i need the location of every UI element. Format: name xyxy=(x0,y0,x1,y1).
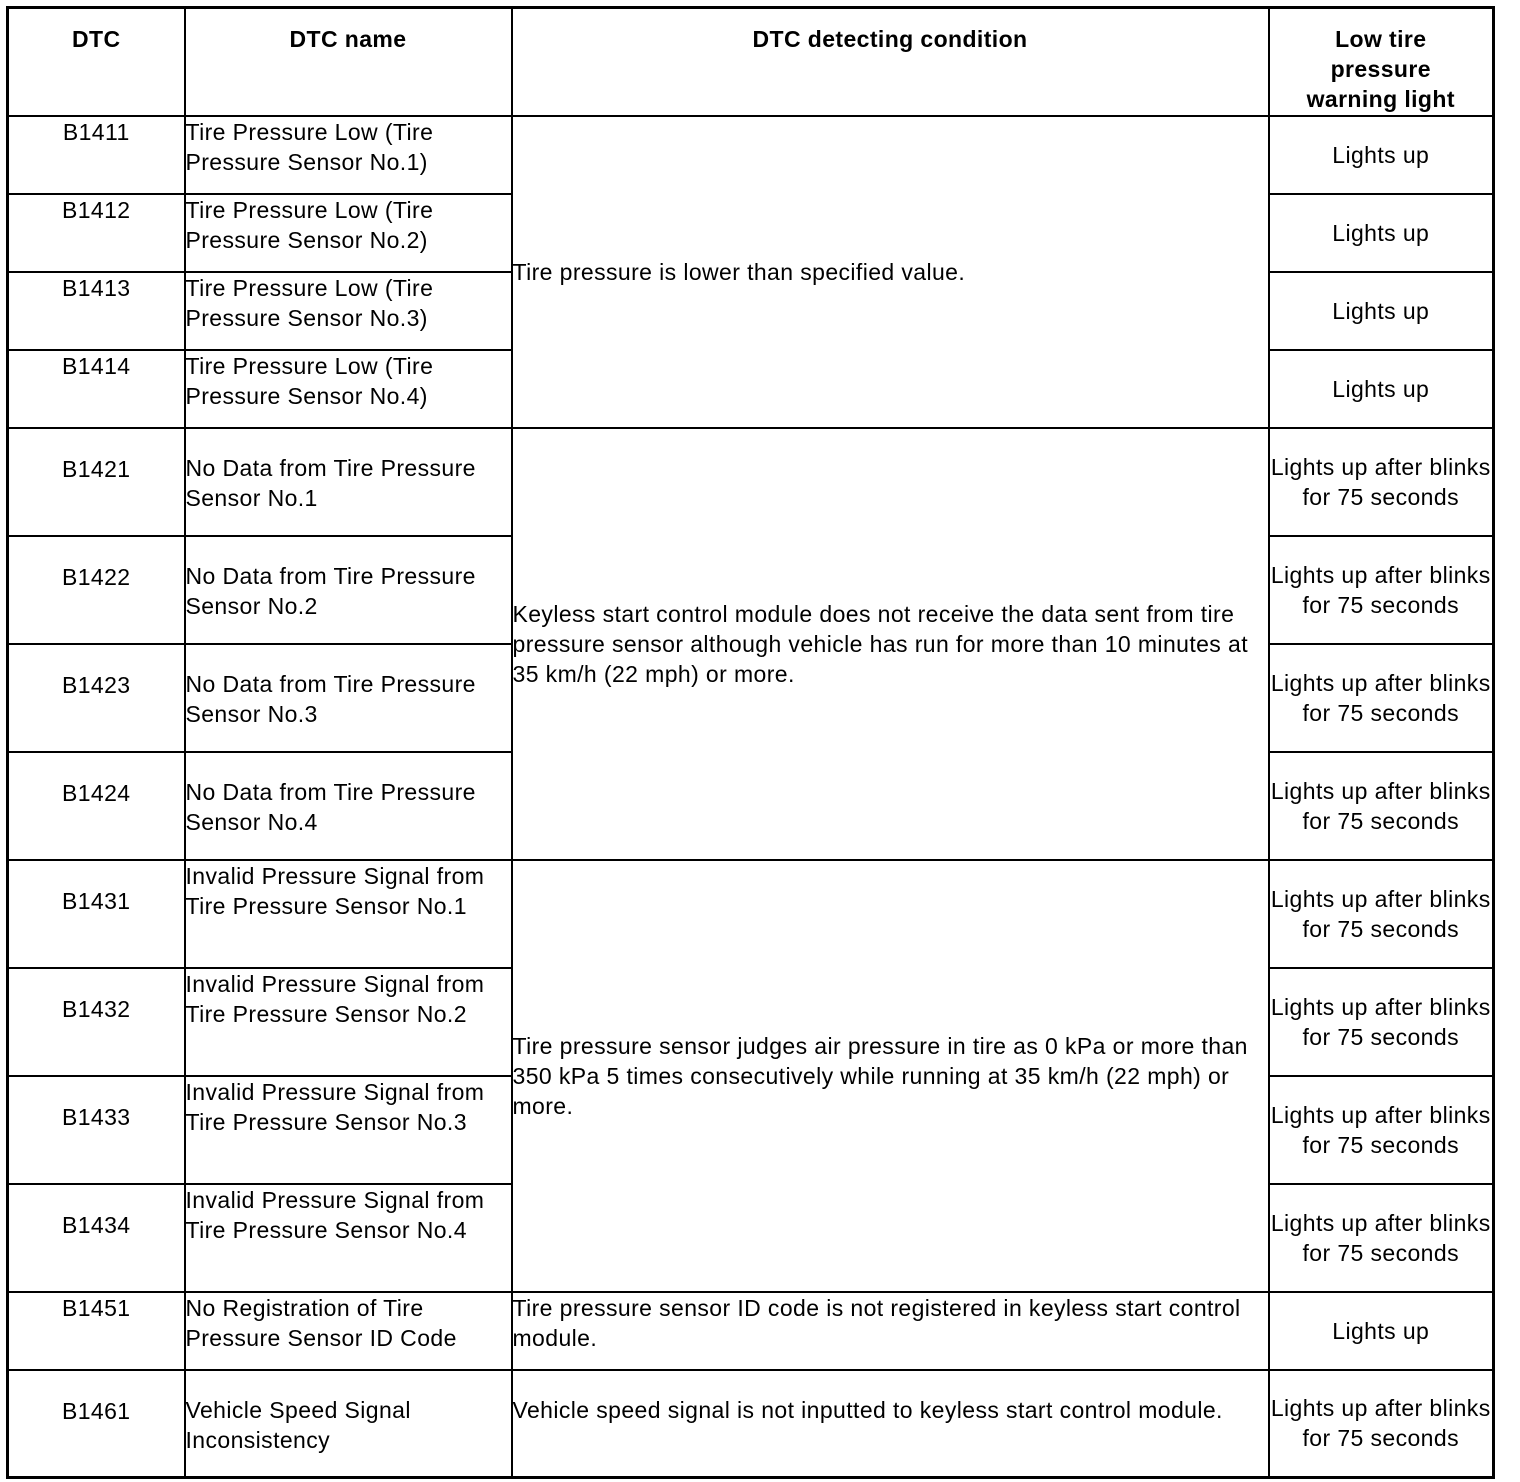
table-row xyxy=(8,1292,1494,1370)
dtc-name: Vehicle Speed Signal Inconsistency xyxy=(185,1370,512,1478)
dtc-code: B1424 xyxy=(8,752,185,860)
dtc-code: B1434 xyxy=(8,1184,185,1292)
table-row xyxy=(8,860,1494,968)
header-dtc-name: DTC name xyxy=(185,8,512,116)
detecting-condition: Tire pressure is lower than specified value. xyxy=(512,116,1269,428)
warning-light-status: Lights up after blinks for 75 seconds xyxy=(1269,860,1494,968)
dtc-code: B1411 xyxy=(8,116,185,194)
detecting-condition: Keyless start control module does not receive the data sent from tire pressure sensor although vehicle has run for more than 10 minutes at 35 km/h (22 mph) or more. xyxy=(512,428,1269,860)
header-row xyxy=(8,8,1494,116)
dtc-name: No Data from Tire Pressure Sensor No.4 xyxy=(185,752,512,860)
detecting-condition: Tire pressure sensor ID code is not registered in keyless start control module. xyxy=(512,1292,1269,1370)
warning-light-status: Lights up xyxy=(1269,350,1494,428)
dtc-code: B1421 xyxy=(8,428,185,536)
dtc-name: Invalid Pressure Signal from Tire Pressure Sensor No.3 xyxy=(185,1076,512,1184)
header-detecting-condition: DTC detecting condition xyxy=(512,8,1269,116)
dtc-name: Tire Pressure Low (Tire Pressure Sensor No.4) xyxy=(185,350,512,428)
dtc-code: B1433 xyxy=(8,1076,185,1184)
warning-light-status: Lights up xyxy=(1269,1292,1494,1370)
warning-light-status: Lights up after blinks for 75 seconds xyxy=(1269,1370,1494,1478)
dtc-name: Invalid Pressure Signal from Tire Pressure Sensor No.2 xyxy=(185,968,512,1076)
dtc-name: Tire Pressure Low (Tire Pressure Sensor No.3) xyxy=(185,272,512,350)
warning-light-status: Lights up xyxy=(1269,194,1494,272)
dtc-code: B1451 xyxy=(8,1292,185,1370)
detecting-condition: Tire pressure sensor judges air pressure in tire as 0 kPa or more than 350 kPa 5 times consecutively while running at 35 km/h (22 mph) or more. xyxy=(512,860,1269,1292)
warning-light-status: Lights up after blinks for 75 seconds xyxy=(1269,1076,1494,1184)
warning-light-status: Lights up xyxy=(1269,272,1494,350)
dtc-code: B1414 xyxy=(8,350,185,428)
table-row xyxy=(8,116,1494,194)
dtc-code: B1413 xyxy=(8,272,185,350)
warning-light-status: Lights up after blinks for 75 seconds xyxy=(1269,968,1494,1076)
warning-light-status: Lights up after blinks for 75 seconds xyxy=(1269,752,1494,860)
warning-light-status: Lights up xyxy=(1269,116,1494,194)
dtc-code: B1431 xyxy=(8,860,185,968)
dtc-name: Tire Pressure Low (Tire Pressure Sensor No.2) xyxy=(185,194,512,272)
header-warning-light: Low tire pressure warning light xyxy=(1269,8,1494,116)
warning-light-status: Lights up after blinks for 75 seconds xyxy=(1269,644,1494,752)
table-row xyxy=(8,1370,1494,1478)
dtc-name: Invalid Pressure Signal from Tire Pressure Sensor No.1 xyxy=(185,860,512,968)
dtc-name: No Data from Tire Pressure Sensor No.3 xyxy=(185,644,512,752)
dtc-name: Tire Pressure Low (Tire Pressure Sensor No.1) xyxy=(185,116,512,194)
warning-light-status: Lights up after blinks for 75 seconds xyxy=(1269,536,1494,644)
dtc-name: No Data from Tire Pressure Sensor No.2 xyxy=(185,536,512,644)
dtc-name: Invalid Pressure Signal from Tire Pressure Sensor No.4 xyxy=(185,1184,512,1292)
dtc-code: B1432 xyxy=(8,968,185,1076)
dtc-table xyxy=(6,6,1495,1479)
table-row xyxy=(8,428,1494,536)
dtc-code: B1423 xyxy=(8,644,185,752)
dtc-name: No Data from Tire Pressure Sensor No.1 xyxy=(185,428,512,536)
header-dtc: DTC xyxy=(8,8,185,116)
dtc-code: B1461 xyxy=(8,1370,185,1478)
dtc-code: B1422 xyxy=(8,536,185,644)
dtc-code: B1412 xyxy=(8,194,185,272)
warning-light-status: Lights up after blinks for 75 seconds xyxy=(1269,1184,1494,1292)
dtc-name: No Registration of Tire Pressure Sensor ID Code xyxy=(185,1292,512,1370)
detecting-condition: Vehicle speed signal is not inputted to keyless start control module. xyxy=(512,1370,1269,1478)
warning-light-status: Lights up after blinks for 75 seconds xyxy=(1269,428,1494,536)
